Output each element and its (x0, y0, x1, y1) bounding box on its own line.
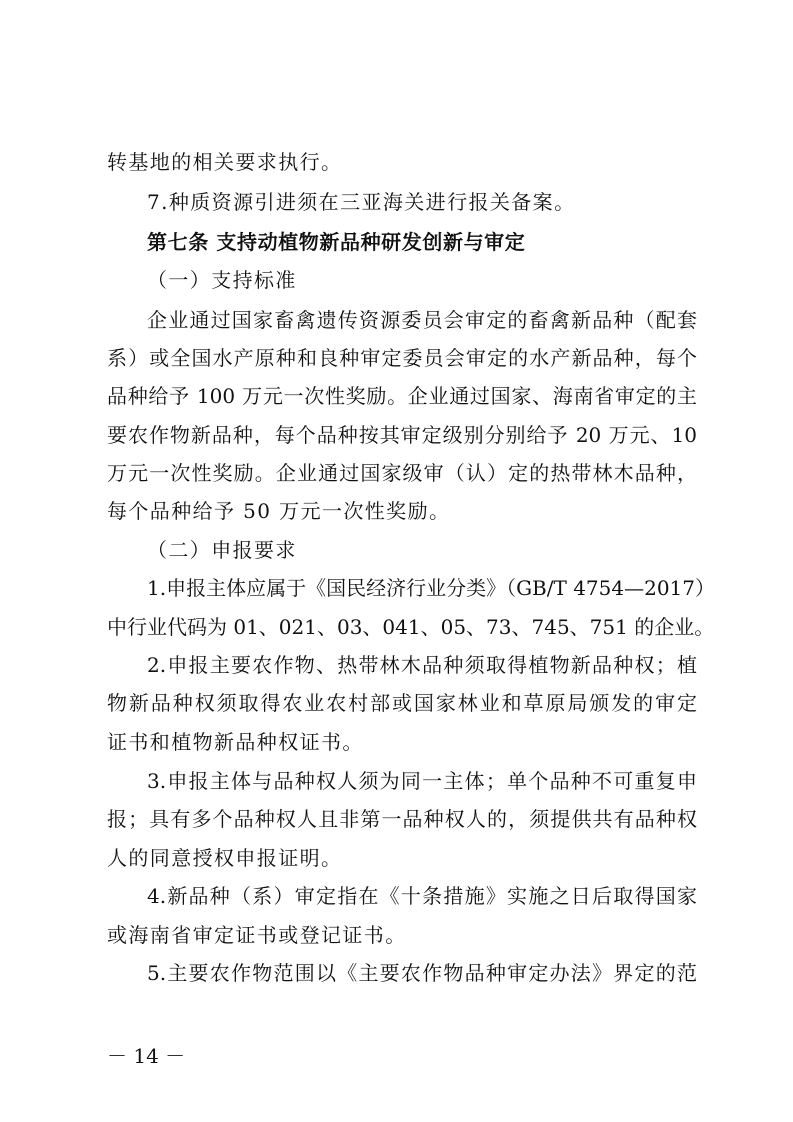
body-text-line: 中行业代码为 01、021、03、041、05、73、745、751 的企业。 (107, 615, 715, 639)
section-heading: （二）申报要求 (147, 538, 297, 562)
body-text-line: 物新品种权须取得农业农村部或国家林业和草原局颁发的审定 (107, 691, 697, 715)
list-item: 2.申报主要农作物、热带林木品种须取得植物新品种权；植 (147, 653, 697, 677)
body-text-line: 系）或全国水产原种和良种审定委员会审定的水产新品种，每个 (107, 346, 697, 370)
body-text-line: 转基地的相关要求执行。 (107, 150, 343, 174)
body-text-line: 万元一次性奖励。企业通过国家级审（认）定的热带林木品种， (107, 461, 697, 485)
body-text-line: 人的同意授权申报证明。 (107, 846, 343, 870)
article-heading: 第七条 支持动植物新品种研发创新与审定 (147, 230, 526, 254)
page-number: － 14 － (107, 1044, 186, 1068)
list-item: 7.种质资源引进须在三亚海关进行报关备案。 (147, 190, 576, 214)
body-text-line: 品种给予 100 万元一次性奖励。企业通过国家、海南省审定的主 (107, 384, 697, 408)
body-text-line: 要农作物新品种，每个品种按其审定级别分别给予 20 万元、10 (107, 423, 697, 447)
list-item: 1.申报主体应属于《国民经济行业分类》（GB/T 4754—2017） (147, 576, 715, 600)
body-text-line: 每个品种给予 50 万元一次性奖励。 (107, 499, 451, 523)
list-item: 5.主要农作物范围以《主要农作物品种审定办法》界定的范 (147, 961, 697, 985)
body-text-line: 或海南省审定证书或登记证书。 (107, 923, 407, 947)
list-item: 3.申报主体与品种权人须为同一主体；单个品种不可重复申 (147, 769, 697, 793)
list-item: 4.新品种（系）审定指在《十条措施》实施之日后取得国家 (147, 884, 697, 908)
body-text-line: 证书和植物新品种权证书。 (107, 730, 364, 754)
body-text-line: 报；具有多个品种权人且非第一品种权人的，须提供共有品种权 (107, 807, 697, 831)
body-text-line: 企业通过国家畜禽遗传资源委员会审定的畜禽新品种（配套 (147, 308, 697, 332)
section-heading: （一）支持标准 (147, 268, 297, 292)
